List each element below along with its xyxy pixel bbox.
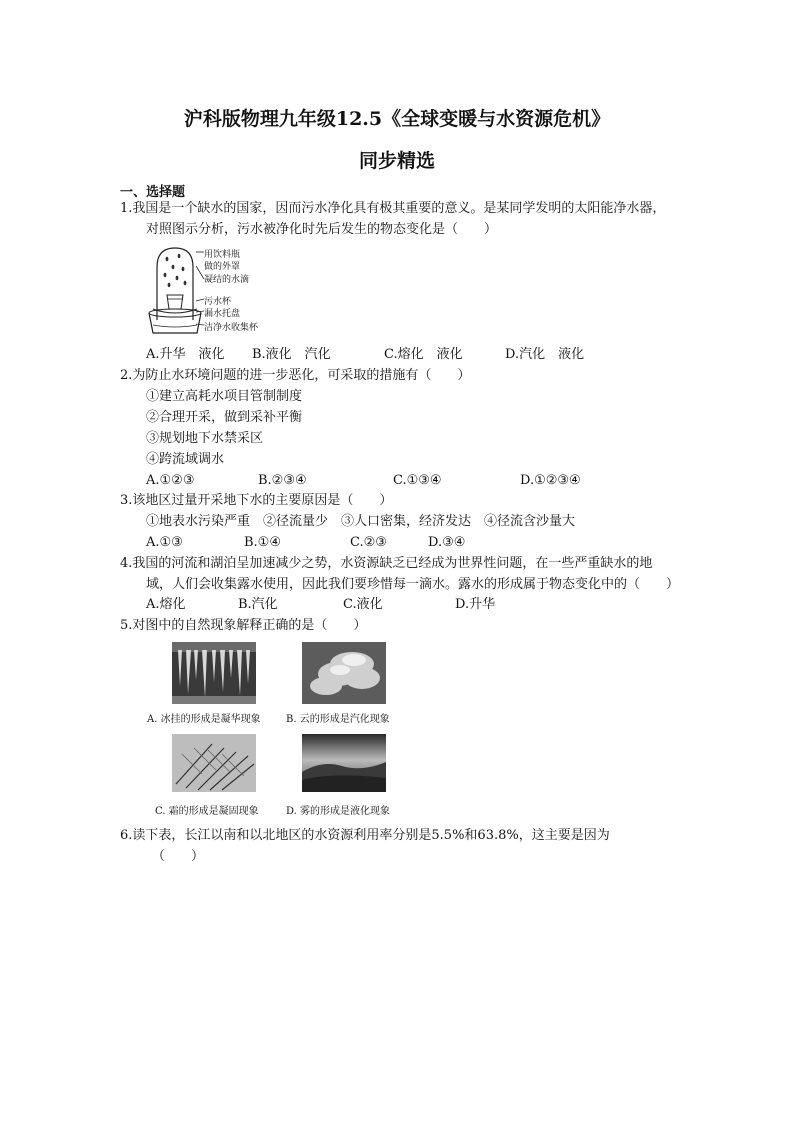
q5-caption-d: D. 雾的形成是液化现象 (286, 806, 391, 817)
q1-line2: 对照图示分析，污水被净化时先后发生的物态变化是（ ） (146, 222, 498, 237)
frost-photo (172, 734, 256, 792)
q2-option-a: A.①②③ (146, 473, 195, 488)
q3-option-b: B.①④ (244, 535, 281, 550)
q4-option-b: B.汽化 (238, 597, 278, 612)
q6-line2: （ ） (152, 849, 205, 864)
q4-line2: 域，人们会收集露水使用，因此我们要珍惜每一滴水。露水的形成属于物态变化中的（ ） (146, 577, 680, 592)
diagram-label-droplets: 凝结的水滴 (204, 275, 250, 285)
diagram-label-tray: 漏水托盘 (204, 309, 241, 319)
q2-option-c: C.①③④ (393, 473, 442, 488)
q3-option-d: D.③④ (428, 535, 466, 550)
q4-option-d: D.升华 (455, 597, 496, 612)
q5-caption-c: C. 霜的形成是凝固现象 (155, 806, 259, 817)
q3-option-a: A.①③ (146, 535, 183, 550)
q1-option-d: D.汽化 液化 (505, 347, 585, 362)
diagram-label-cover: 做的外罩 (204, 262, 241, 272)
q2-option-b: B.②③④ (258, 473, 307, 488)
q1-option-b: B.液化 汽化 (252, 347, 331, 362)
q3-items: ①地表水污染严重 ②径流量少 ③人口密集，经济发达 ④径流含沙量大 (146, 514, 576, 529)
q3-line1: 3.该地区过量开采地下水的主要原因是（ ） (120, 493, 393, 508)
document-subtitle: 同步精选 (358, 150, 435, 172)
q2-option-d: D.①②③④ (520, 473, 581, 488)
q3-option-c: C.②③ (350, 535, 387, 550)
q6-line1: 6.读下表，长江以南和以北地区的水资源利用率分别是5.5%和63.8%，这主要是因为 (120, 828, 610, 843)
q2-item-1: ①建立高耗水项目管制制度 (146, 389, 303, 404)
section-heading: 一、选择题 (120, 185, 186, 200)
icicle-photo (172, 642, 256, 704)
q2-item-4: ④跨流域调水 (146, 452, 225, 467)
diagram-label-bottle: 用饮料瓶 (204, 250, 241, 260)
diagram-label-dirty-cup: 污水杯 (204, 297, 232, 307)
q4-line1: 4.我国的河流和湖泊呈加速减少之势，水资源缺乏已经成为世界性问题，在一些严重缺水的地 (120, 556, 653, 571)
q4-option-a: A.熔化 (146, 597, 186, 612)
q2-item-3: ③规划地下水禁采区 (146, 431, 264, 446)
document-title: 沪科版物理九年级12.5《全球变暖与水资源危机》 (183, 108, 611, 130)
q5-caption-b: B. 云的形成是汽化现象 (286, 714, 390, 725)
fog-photo (302, 734, 386, 792)
q4-option-c: C.液化 (343, 597, 383, 612)
q5-caption-a: A. 冰挂的形成是凝华现象 (147, 714, 261, 725)
q1-option-a: A.升华 液化 (146, 347, 225, 362)
q5-line1: 5.对图中的自然现象解释正确的是（ ） (120, 618, 367, 633)
q2-line1: 2.为防止水环境问题的进一步恶化，可采取的措施有（ ） (120, 368, 471, 383)
diagram-label-collector: 洁净水收集杯 (204, 323, 259, 333)
q1-option-c: C.熔化 液化 (384, 347, 463, 362)
q1-line1: 1.我国是一个缺水的国家，因而污水净化具有极其重要的意义。是某同学发明的太阳能净水器， (120, 201, 666, 216)
cloud-photo (302, 642, 386, 704)
q2-item-2: ②合理开采，做到采补平衡 (146, 410, 303, 425)
